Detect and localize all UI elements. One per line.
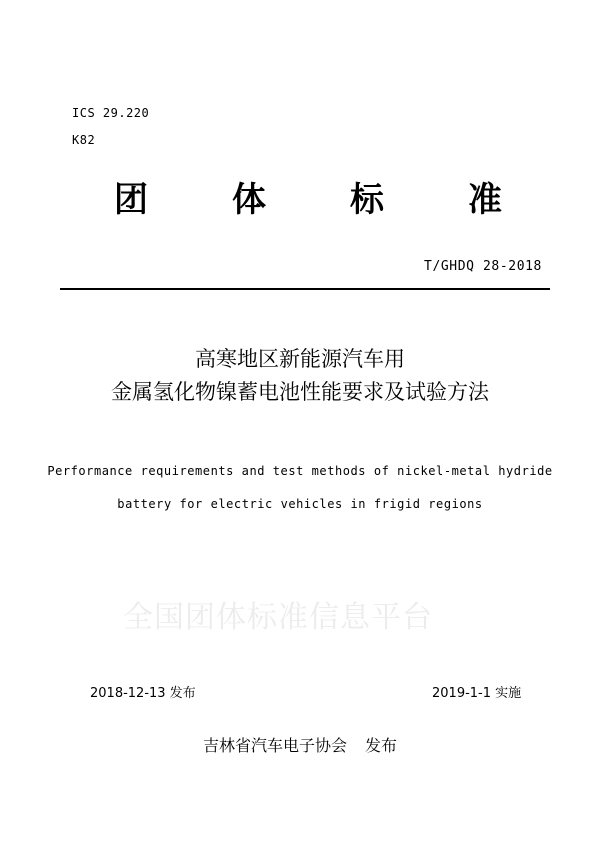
chinese-title-line-1: 高寒地区新能源汽车用	[195, 347, 405, 371]
chinese-title-line-2: 金属氢化物镍蓄电池性能要求及试验方法	[111, 380, 489, 404]
document-type-char: 团	[114, 180, 148, 220]
standard-number: T/GHDQ 28-2018	[424, 259, 542, 274]
ics-code: ICS 29.220	[72, 106, 150, 120]
publisher-line	[0, 733, 600, 756]
publish-label: 发布	[365, 736, 398, 755]
publisher-name: 吉林省汽车电子协会	[202, 736, 347, 755]
document-type-char: 体	[232, 180, 266, 220]
document-type-char: 准	[468, 180, 502, 220]
english-title-line-1: Performance requirements and test methods of nickel-metal hydride	[47, 464, 553, 478]
header-divider	[60, 288, 550, 290]
ccs-code: K82	[72, 133, 96, 147]
document-type-char: 标	[350, 180, 384, 220]
chinese-title	[0, 343, 600, 409]
implementation-date: 2019-1-1 实施	[432, 686, 522, 701]
english-title-line-2: battery for electric vehicles in frigid regions	[117, 497, 483, 511]
english-title	[0, 455, 600, 521]
platform-watermark: 全国团体标准信息平台	[123, 600, 433, 635]
issue-date: 2018-12-13 发布	[90, 686, 196, 701]
document-type-heading	[108, 176, 508, 224]
